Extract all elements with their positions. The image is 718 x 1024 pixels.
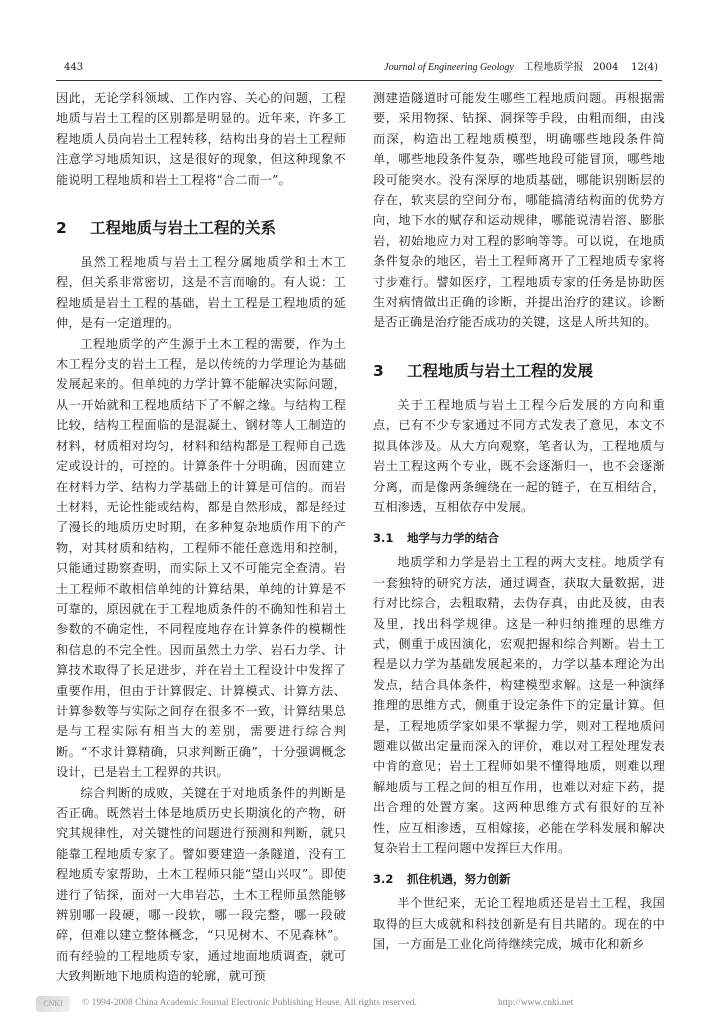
website-link[interactable]: http://www.cnki.net (498, 998, 574, 1008)
section-2-heading (56, 217, 346, 239)
right-paragraph-3: 地质学和力学是岩土工程的两大支柱。地质学有一套独特的研究方法，通过调查，获取大量数据，进行对比综合，去粗取精，去伪存真，由此及彼，由表及里，找出科学规律。这是一种归纳推理的思维方式，侧重于成因演化，宏观把握和综合判断。岩土工程是以力学为基础发展起来的，力学以基本理论为出发点，结合具体条件，构建模型求解。这是一种演绎推理的思维方式，侧重于设定条件下的定量计算。但是，工程地质学家如果不掌握力学，则对工程地质问题难以做出定量而深入的评价，难以对工程处理发表中肯的意见；岩土工程师如果不懂得地质，则难以理解地质与工程之间的相互作用，也难以对症下药，提出合理的处置方案。这两种思维方式有很好的互补性，应互相渗透，互相嫁接，必能在学科发展和解决复杂岩土工程问题中发挥巨大作用。 (373, 555, 665, 855)
subsection-3-2-number: 3.2 (373, 872, 394, 887)
cnki-logo-icon: CNKI (36, 996, 70, 1012)
page-footer (0, 994, 718, 1016)
journal-title-cn: 工程地质学报 (523, 62, 584, 73)
section-2-title: 工程地质与岩土工程的关系 (90, 219, 277, 238)
copyright-notice: © 1994-2008 China Academic Journal Electronic Publishing House. All rights reserved. (82, 998, 417, 1008)
right-paragraph-4: 半个世纪来，无论工程地质还是岩土工程，我国取得的巨大成就和科技创新是有目共睹的。现在的中国，一方面是工业化尚待继续完成，城市化和新乡 (373, 896, 665, 952)
subsection-3-1-title: 地学与力学的结合 (407, 531, 499, 546)
section-3-title: 工程地质与岩土工程的发展 (407, 361, 594, 380)
page-number: 443 (64, 62, 84, 73)
journal-year: 2004 (592, 62, 619, 73)
running-header (56, 58, 662, 81)
right-paragraph-2: 关于工程地质与岩土工程今后发展的方向和重点，已有不少专家通过不同方式发表了意见，本文不拟具体涉及。从大方向观察，笔者认为，工程地质与岩土工程这两个专业，既不会逐渐归一，也不会逐渐分离，而是像两条缠绕在一起的链子，在互相结合，互相渗透，互相依存中发展。 (373, 397, 665, 514)
subsection-3-2-heading (373, 869, 665, 889)
section-3-heading (373, 360, 665, 382)
left-paragraph-3: 工程地质学的产生源于土木工程的需要，作为土木工程分支的岩土工程，是以传统的力学理论为基础发展起来的。但单纯的力学计算不能解决实际问题，从一开始就和工程地质结下了不解之缘。与结构工程比较，结构工程面临的是混凝土、钢材等人工制造的材料，材质相对均匀，材料和结构都是工程师自己选定或设计的，可控的。计算条件十分明确，因而建立在材料力学、结构力学基础上的计算是可信的。而岩土材料，无论性能或结构，都是自然形成，都是经过了漫长的地质历史时期，在多种复杂地质作用下的产物，对其材质和结构，工程师不能任意选用和控制，只能通过勘察查明，而实际上又不可能完全查清。岩土工程师不敢相信单纯的计算结果，单纯的计算是不可靠的，原因就在于工程地质条件的不确知性和岩土参数的不确定性，不同程度地存在计算条件的模糊性和信息的不完全性。因而虽然土力学、岩石力学、计算技术取得了长足进步，并在岩土工程设计中发挥了重要作用，但由于计算假定、计算模式、计算方法、计算参数等与实际之间存在很多不一致，计算结果总是与工程实际有相当大的差别，需要进行综合判断。“不求计算精确，只求判断正确”，十分强调概念设计，已是岩土工程界的共识。 (56, 336, 346, 780)
subsection-3-2-title: 抓住机遇，努力创新 (407, 872, 511, 887)
left-column (56, 88, 346, 987)
journal-issue: 12(4) (631, 62, 658, 73)
journal-title (384, 58, 658, 78)
subsection-3-1-heading (373, 528, 665, 548)
journal-title-en: Journal of Engineering Geology (384, 62, 514, 73)
right-column (373, 88, 665, 955)
left-paragraph-1: 因此，无论学科领域、工作内容、关心的问题，工程地质与岩土工程的区别都是明显的。近年来，许多工程地质人员向岩土工程转移，结构出身的岩土工程师注意学习地质知识，这是很好的现象，但这种现象不能说明工程地质和岩土工程将“合二而一”。 (56, 91, 346, 187)
left-paragraph-2: 虽然工程地质与岩土工程分属地质学和土木工程，但关系非常密切，这是不言而喻的。有人说：工程地质是岩土工程的基础，岩土工程是工程地质的延伸，是有一定道理的。 (56, 255, 346, 331)
section-3-number: 3 (373, 361, 384, 380)
right-paragraph-1: 测建造隧道时可能发生哪些工程地质问题。再根据需要，采用物探、钻探、洞探等手段，由粗而细，由浅而深，构造出工程地质模型，明确哪些地段条件简单，哪些地段条件复杂，哪些地段可能冒顶，哪些地段可能突水。没有深厚的地质基础，哪能识别断层的存在，软夹层的空间分布，哪能搞清结构面的优势方向，地下水的赋存和运动规律，哪能说清岩溶、膨胀岩，初始地应力对工程的影响等等。可以说，在地质条件复杂的地区，岩土工程师离开了工程地质专家将寸步难行。譬如医疗，工程地质专家的任务是协助医生对病情做出正确的诊断，并提出治疗的建议。诊断是否正确是治疗能否成功的关键，这是人所共知的。 (373, 91, 665, 330)
left-paragraph-4: 综合判断的成败，关键在于对地质条件的判断是否正确。既然岩土体是地质历史长期演化的产物，研究其规律性，对关键性的问题进行预测和判断，就只能靠工程地质专家了。譬如要建造一条隧道，没有工程地质专家帮助，土木工程师只能“望山兴叹”。即使进行了钻探，面对一大串岩芯，土木工程师虽然能够辨别哪一段硬，哪一段软，哪一段完整，哪一段破碎，但难以建立整体概念，“只见树木、不见森林”。而有经验的工程地质专家，通过地面地质调查，就可大致判断地下地质构造的轮廓，就可预 (56, 785, 346, 984)
section-2-number: 2 (56, 219, 67, 238)
subsection-3-1-number: 3.1 (373, 531, 394, 546)
